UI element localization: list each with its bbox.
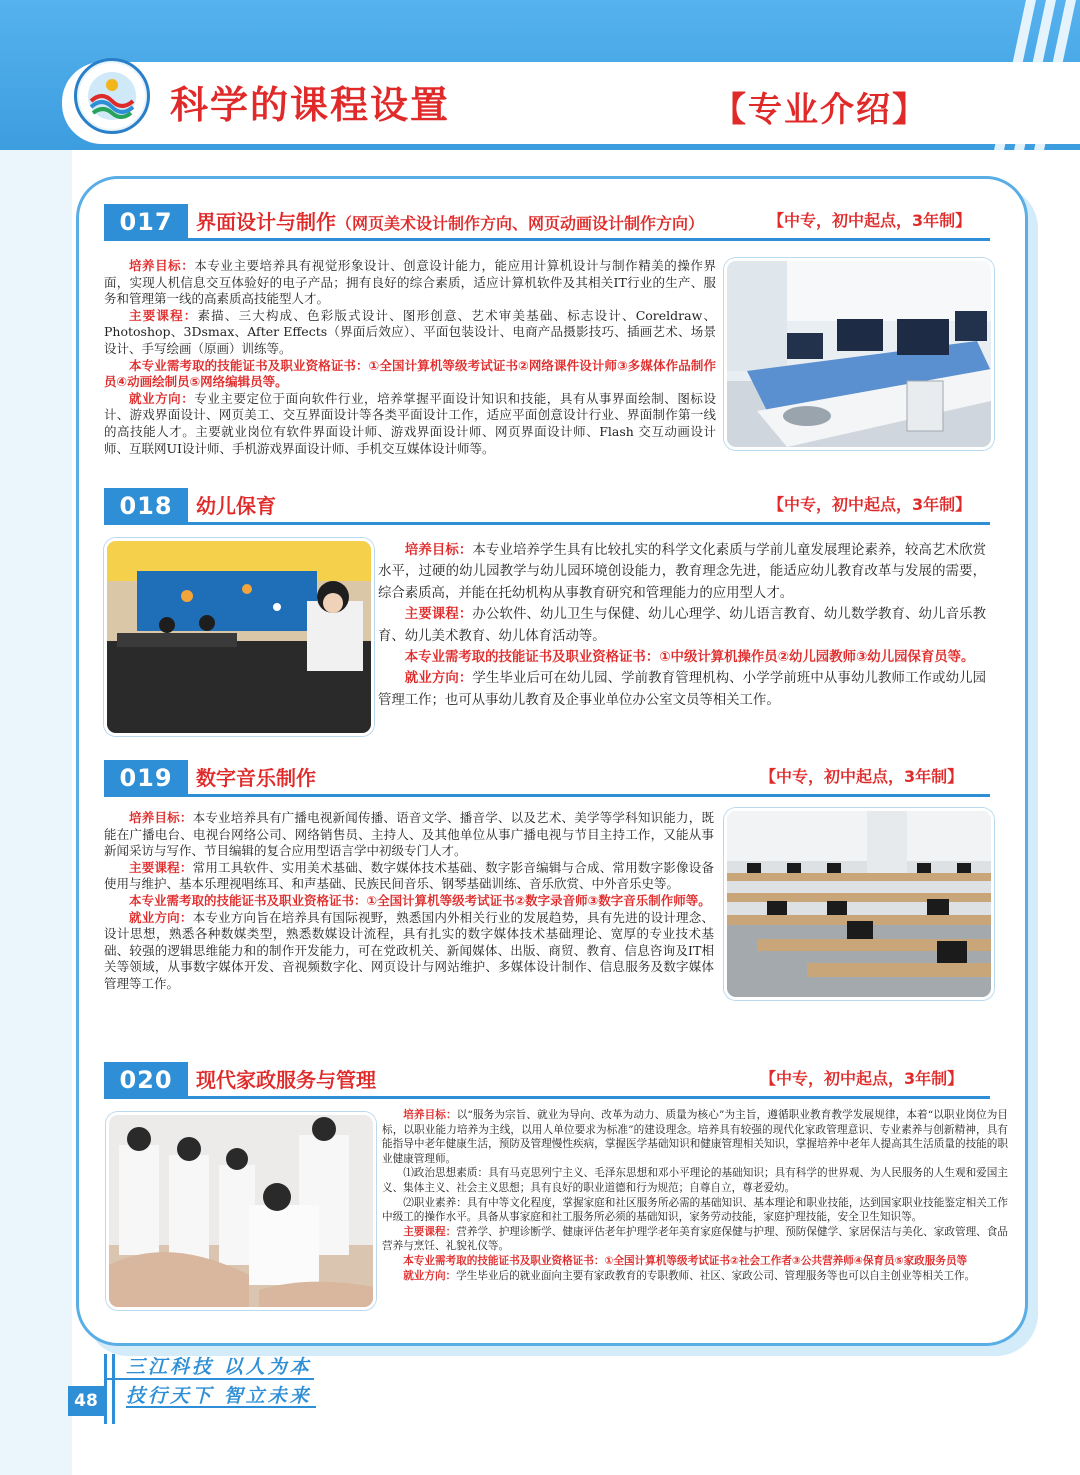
career-label: 就业方向：	[129, 909, 193, 925]
major-018-text	[378, 540, 986, 711]
multimedia-lab-illustration	[727, 811, 991, 997]
major-name-text: 界面设计与制作	[196, 210, 336, 234]
major-badge: 【中专，初中起点，3年制】	[768, 495, 972, 514]
multimedia-lab-photo	[724, 808, 994, 1000]
logo-emblem-icon	[77, 61, 147, 131]
major-code: 019	[104, 760, 188, 796]
major-badge: 【中专，初中起点，3年制】	[760, 767, 964, 786]
courses-text: 营养学、护理诊断学、健康评估老年护理学老年美育家庭保健与护理、预防保健学、家居保洁与美化、家政管理、食品营养与烹饪、礼貌礼仪等。	[382, 1225, 1009, 1253]
major-017-text	[104, 258, 716, 457]
major-name	[196, 206, 704, 235]
career-label: 就业方向：	[129, 390, 195, 406]
courses-text: 常用工具软件、实用美术基础、数字媒体技术基础、数字影音编辑与合成、常用数字影像设备使用与维护、基本乐理视唱练耳、和声基础、民族民间音乐、钢琴基础训练、音乐欣赏、中外音乐史等。	[104, 859, 714, 892]
major-name: 数字音乐制作	[196, 766, 316, 790]
courses-text: 办公软件、幼儿卫生与保健、幼儿心理学、幼儿语言教育、幼儿数学教育、幼儿音乐教育、幼儿美术教育、幼儿体育活动等。	[378, 607, 987, 644]
page-title: 科学的课程设置	[170, 83, 451, 127]
point1-text: ⑴政治思想素质：具有马克思列宁主义、毛泽东思想和邓小平理论的基础知识；具有科学的世界观、为人民服务的人生观和爱国主义、集体主义、社会主义思想；具有良好的职业道德和行为规范；自尊自立，尊老爱幼。	[382, 1167, 1008, 1194]
cert-text: ①全国计算机等级考试证书②社会工作者③公共营养师④保育员⑤家政服务员等	[604, 1254, 968, 1267]
career-text: 学生毕业后可在幼儿园、学前教育管理机构、小学学前班中从事幼儿教师工作或幼儿园管理工作；也可从事幼儿教育及企事业单位办公室文员等相关工作。	[378, 671, 987, 708]
courses-text: 素描、三大构成、色彩版式设计、图形创意、艺术审美基础、标志设计、Coreldraw、Photoshop、3Dsmax、After Effects（界面后效应）、平面包装设计、电商产品摄影技巧、插画艺术、场景设计、手写绘画（原画）训练等。	[104, 307, 716, 356]
section-title: 【专业介绍】	[712, 90, 928, 130]
header-rule	[104, 238, 990, 241]
career-label: 就业方向：	[404, 671, 473, 687]
cert-label: 本专业需考取的技能证书及职业资格证书：	[403, 1254, 605, 1267]
career-text: 学生毕业后的就业面向主要有家政教育的专职教师、社区、家政公司、管理服务等也可以自主创业等相关工作。	[456, 1269, 976, 1282]
major-subtitle: （网页美术设计制作方向、网页动画设计制作方向）	[336, 214, 705, 233]
footer-slogan-2: 技行天下 智立未来	[126, 1385, 312, 1407]
major-badge: 【中专，初中起点，3年制】	[768, 211, 972, 230]
major-name: 幼儿保育	[196, 494, 276, 518]
header-rule	[104, 794, 990, 797]
major-code: 018	[104, 488, 188, 524]
nursing-training-illustration	[109, 1115, 373, 1307]
cert-text: ①全国计算机等级考试证书②网络课件设计师③多媒体作品制作员④动画绘制员⑤网络编辑员等。	[104, 357, 716, 390]
career-text: 本专业方向旨在培养具有国际视野，熟悉国内外相关行业的发展趋势，具有先进的设计理念、设计思想，熟悉各种数媒类型，熟悉数媒设计流程，具有扎实的数字媒体技术基础理论、宽厚的专业技术基础、较强的逻辑思维能力和的制作开发能力，可在党政机关、新闻媒体、出版、商贸、教育、信息咨询及IT相关等领域，从事数字媒体开发、音视频数字化、网页设计与网站维护、多媒体设计制作、信息服务及数字媒体管理等工作。	[104, 909, 714, 991]
courses-label: 主要课程：	[129, 307, 198, 323]
piano-classroom-photo	[104, 538, 374, 736]
computer-lab-photo	[724, 258, 994, 450]
goal-text: 本专业培养学生具有比较扎实的科学文化素质与学前儿童发展理论素养，较高艺术欣赏水平，过硬的幼儿园教学与幼儿园环境创设能力，教育理念先进，能适应幼儿教育改革与发展的需要，综合素质高，并能在托幼机构从事教育研究和管理能力的应用型人才。	[378, 543, 987, 601]
career-label: 就业方向：	[403, 1269, 457, 1282]
major-name: 现代家政服务与管理	[196, 1068, 376, 1092]
major-badge: 【中专，初中起点，3年制】	[760, 1069, 964, 1088]
major-header-020	[104, 1062, 990, 1098]
footer-line	[112, 1354, 115, 1424]
footer-slogan-1: 三江科技 以人为本	[126, 1356, 312, 1378]
cert-label: 本专业需考取的技能证书及职业资格证书：	[404, 650, 660, 666]
cert-text: ①中级计算机操作员②幼儿园教师③幼儿园保育员等。	[659, 650, 975, 666]
cert-text: ①全国计算机等级考试证书②数字录音师③数字音乐制作师等。	[366, 892, 711, 908]
major-code: 020	[104, 1062, 188, 1098]
goal-text: 以“服务为宗旨、就业为导向、改革为动力、质量为核心”为主旨，遵循职业教育教学发展规律，本着“以职业岗位为目标，以职业能力培养为主线，以用人单位要求为标准”的建设理念。培养具有较强的现代化家政管理意识、专业素养与创新精神，具有能指导中老年健康生活，预防及管理慢性疾病，掌握医学基础知识和健康管理相关知识，掌握培养中老年人提高其生活质量的技能的职业健康管理师。	[382, 1109, 1009, 1165]
courses-label: 主要课程：	[129, 859, 193, 875]
courses-label: 主要课程：	[403, 1225, 457, 1238]
piano-classroom-illustration	[107, 541, 371, 733]
major-header-019	[104, 760, 990, 796]
computer-lab-illustration	[727, 261, 991, 447]
major-header-018	[104, 488, 990, 524]
major-header-017	[104, 204, 990, 240]
cert-label: 本专业需考取的技能证书及职业资格证书：	[129, 357, 369, 373]
left-rail	[0, 150, 72, 1475]
major-019-text	[104, 810, 714, 993]
goal-label: 培养目标：	[404, 543, 473, 558]
point2-text: ⑵职业素养：具有中等文化程度，掌握家庭和社区服务所必需的基础知识、基本理论和职业技能，达到国家职业技能鉴定相关工作中级工的操作水平。具备从事家庭和社工服务所必须的基础知识，家务劳动技能，家庭护理技能，安全卫生知识等。	[382, 1196, 1008, 1224]
nursing-training-photo	[106, 1112, 376, 1310]
goal-text: 本专业主要培养具有视觉形象设计、创意设计能力，能应用计算机设计与制作精美的操作界面，实现人机信息交互体验好的电子产品；拥有良好的综合素质，适应计算机软件及其相关IT行业的生产、服务和管理第一线的高素质高技能型人才。	[104, 258, 716, 307]
goal-text: 本专业培养具有广播电视新闻传播、语音文学、播音学、以及艺术、美学等学科知识能力，既能在广播电台、电视台网络公司、网络销售员、主持人、及其他单位从事广播电视与节目主持工作，又能从事新闻采访与写作、节目编辑的复合应用型语言学中初级专门人才。	[104, 810, 714, 859]
school-logo	[74, 58, 150, 134]
courses-label: 主要课程：	[404, 607, 473, 623]
goal-label: 培养目标：	[403, 1109, 457, 1121]
career-text: 专业主要定位于面向软件行业，培养掌握平面设计知识和技能，具有从事界面绘制、图标设计、游戏界面设计、网页美工、交互界面设计等各类平面设计工作，适应平面创意设计行业、界面制作第一线的高技能人才。主要就业岗位有软件界面设计师、游戏界面设计师、网页界面设计师、Flash 交互动画设计师、互联网UI设计师、手机游戏界面设计师、手机交互媒体设计师等。	[104, 390, 716, 456]
footer-line	[104, 1354, 107, 1424]
goal-label: 培养目标：	[129, 810, 193, 825]
major-code: 017	[104, 204, 188, 240]
goal-label: 培养目标：	[129, 258, 195, 273]
header-rule	[104, 1096, 990, 1099]
header-rule	[104, 522, 990, 525]
major-020-text	[382, 1108, 1008, 1283]
page-number: 48	[68, 1386, 104, 1416]
cert-label: 本专业需考取的技能证书及职业资格证书：	[129, 892, 367, 908]
